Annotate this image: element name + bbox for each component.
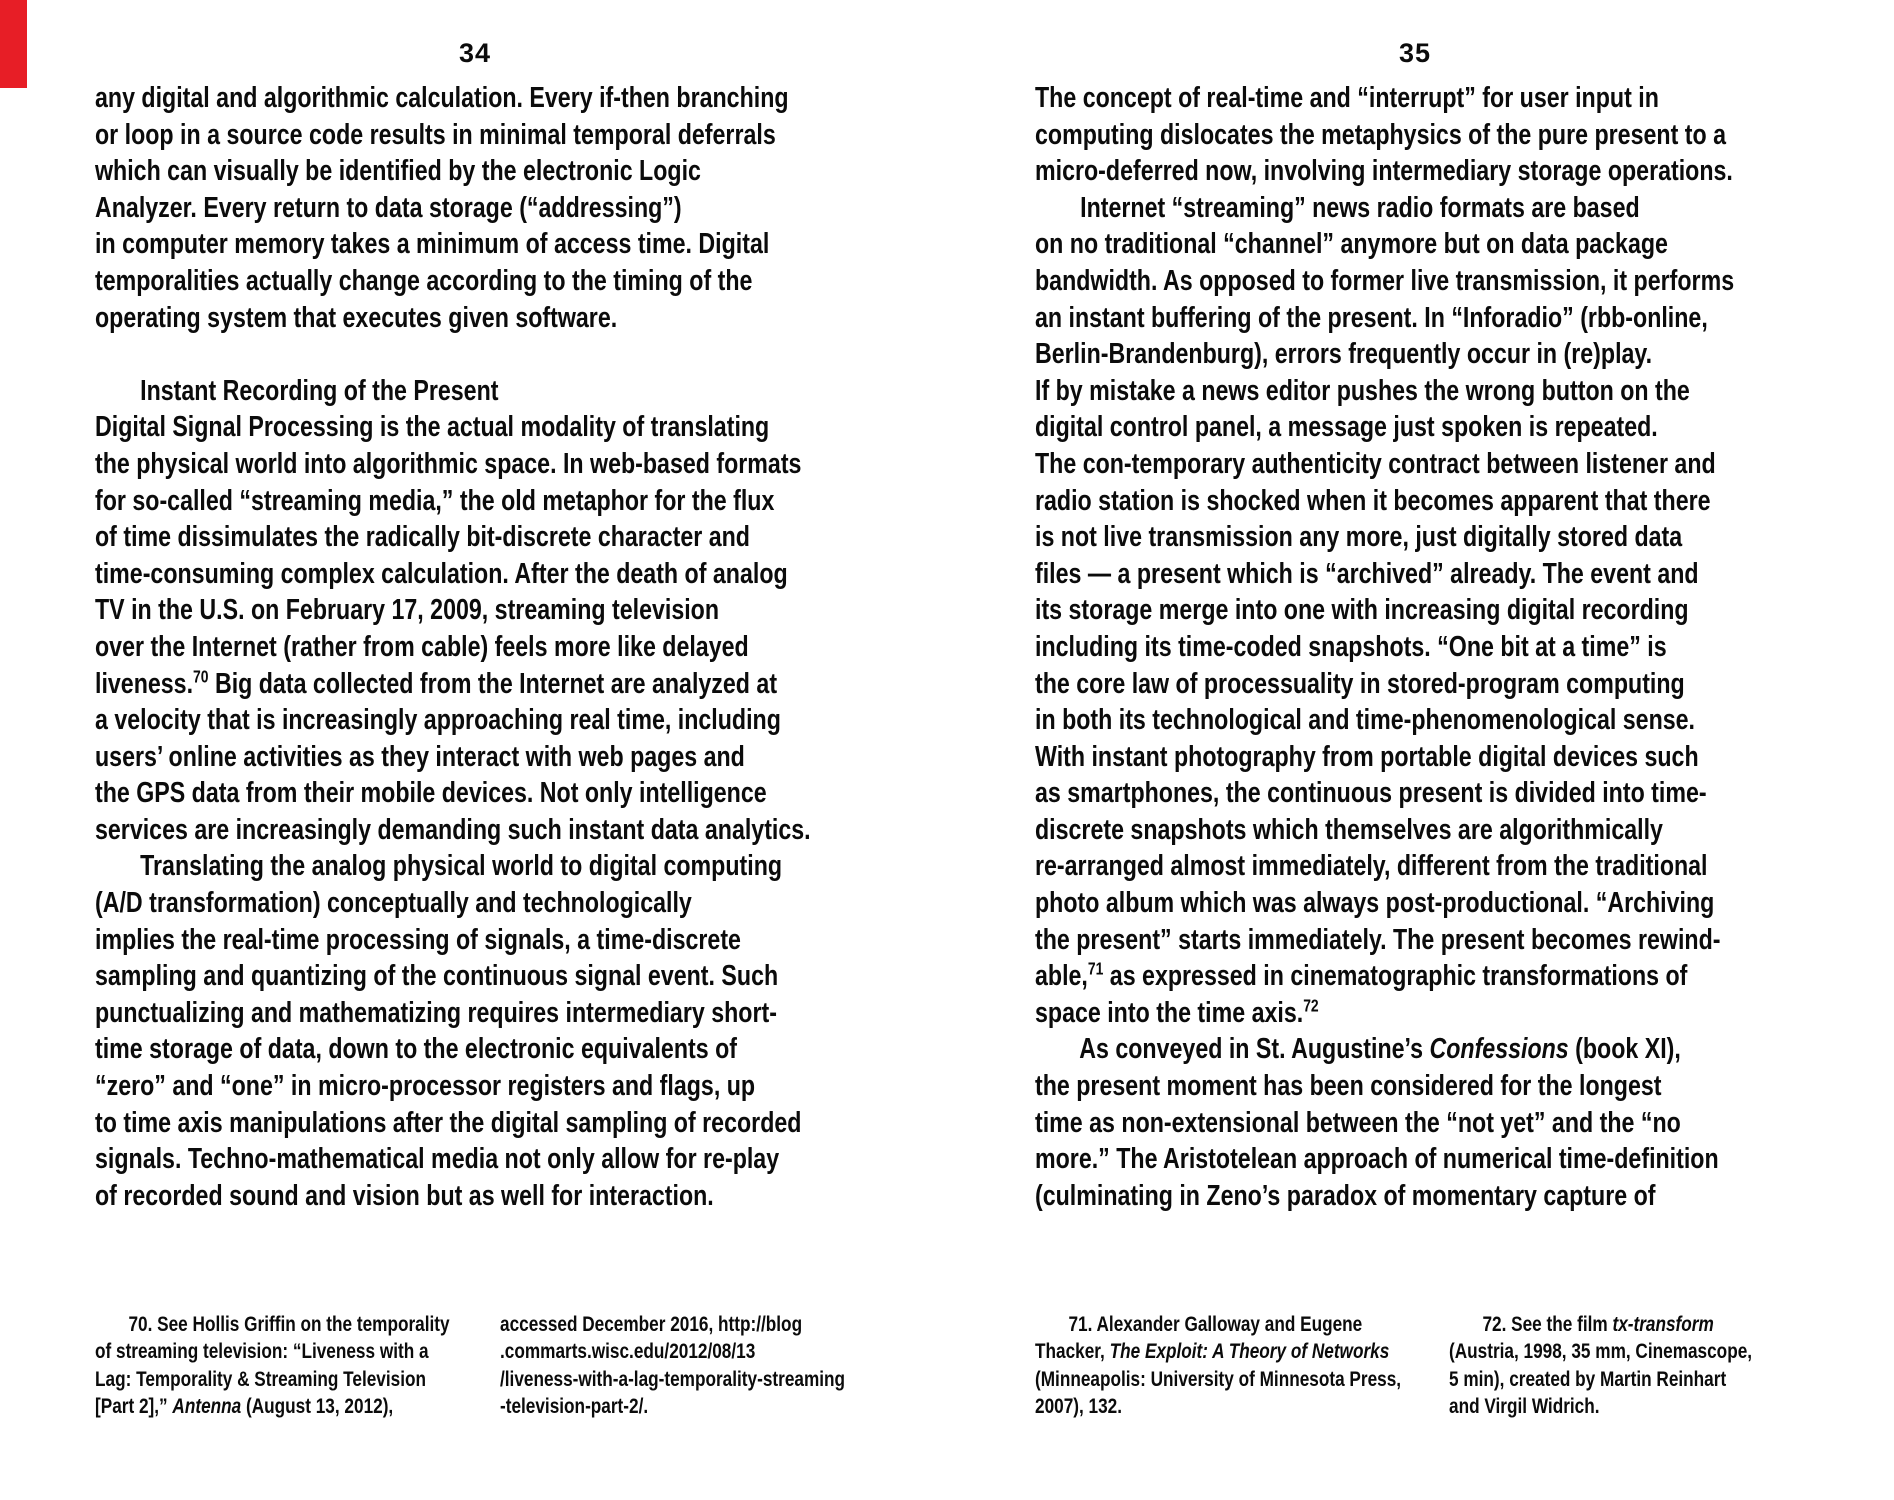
text-line: of recorded sound and vision but as well for interaction.	[95, 1179, 714, 1212]
text-line: bandwidth. As opposed to former live transmission, it performs	[1035, 264, 1735, 297]
text-line: time-consuming complex calculation. After the death of analog	[95, 557, 788, 590]
text-line: [Part 2],” Antenna (August 13, 2012),	[95, 1394, 394, 1419]
text-line: With instant photography from portable digital devices such	[1035, 740, 1699, 773]
text-line: able,$^{71}$ as expressed in cinematographic transformations of	[1035, 958, 1688, 993]
text-line: time as non-extensional between the “not yet” and the “no	[1035, 1106, 1681, 1139]
text-line: punctualizing and mathematizing requires intermediary short-	[95, 996, 777, 1029]
text-line: as smartphones, the continuous present is divided into time-	[1035, 777, 1707, 810]
text-line: an instant buffering of the present. In “Inforadio” (rbb-online,	[1035, 301, 1708, 334]
text-line	[95, 336, 811, 373]
text-line: operating system that executes given software.	[95, 301, 618, 334]
text-line: temporalities actually change according to the timing of the	[95, 264, 753, 297]
body-text-right	[1035, 80, 1894, 1214]
text-line: on no traditional “channel” anymore but on data package	[1035, 228, 1668, 261]
text-line: Instant Recording of the Present	[95, 374, 499, 407]
text-line: (Austria, 1998, 35 mm, Cinemascope,	[1449, 1339, 1753, 1364]
text-line: a velocity that is increasingly approaching real time, including	[95, 704, 781, 737]
text-line: the core law of processuality in stored-program computing	[1035, 667, 1685, 700]
text-line: is not live transmission any more, just digitally stored data	[1035, 521, 1683, 554]
text-line: (A/D transformation) conceptually and technologically	[95, 887, 692, 920]
text-line: /liveness-with-a-lag-temporality-streaming	[500, 1366, 846, 1391]
text-line: Thacker, The Exploit: A Theory of Networks	[1035, 1339, 1390, 1364]
text-line: 71. Alexander Galloway and Eugene	[1035, 1312, 1363, 1336]
text-line: time storage of data, down to the electronic equivalents of	[95, 1033, 737, 1066]
text-line: (culminating in Zeno’s paradox of momentary capture of	[1035, 1179, 1656, 1212]
text-line: Analyzer. Every return to data storage (“addressing”)	[95, 191, 682, 224]
text-line: of streaming television: “Liveness with a	[95, 1339, 429, 1364]
text-line: sampling and quantizing of the continuous signal event. Such	[95, 960, 779, 993]
text-line: The con-temporary authenticity contract between listener and	[1035, 447, 1716, 480]
text-line: more.” The Aristotelean approach of numerical time-definition	[1035, 1143, 1719, 1176]
text-line: files — a present which is “archived” already. The event and	[1035, 557, 1699, 590]
text-line: Lag: Temporality & Streaming Television	[95, 1366, 427, 1391]
footnote-70-column-2	[500, 1311, 931, 1421]
text-line: Berlin-Brandenburg), errors frequently occur in (re)play.	[1035, 338, 1653, 371]
page-35	[947, 0, 1894, 1500]
text-line: the GPS data from their mobile devices. Not only intelligence	[95, 777, 767, 810]
text-line: in both its technological and time-phenomenological sense.	[1035, 704, 1695, 737]
text-line: or loop in a source code results in minimal temporal deferrals	[95, 118, 776, 151]
text-line: which can visually be identified by the electronic Logic	[95, 155, 701, 188]
text-line: over the Internet (rather from cable) feels more like delayed	[95, 630, 749, 663]
text-line: If by mistake a news editor pushes the wrong button on the	[1035, 374, 1690, 407]
text-line: its storage merge into one with increasing digital recording	[1035, 594, 1689, 627]
text-line: digital control panel, a message just spoken is repeated.	[1035, 411, 1658, 444]
text-line: re-arranged almost immediately, different from the traditional	[1035, 850, 1708, 883]
text-line: computing dislocates the metaphysics of the pure present to a	[1035, 118, 1726, 151]
text-line: any digital and algorithmic calculation. Every if-then branching	[95, 82, 789, 114]
footnote-70-column-1	[95, 1311, 538, 1421]
text-line: users’ online activities as they interact with web pages and	[95, 740, 745, 773]
text-line: the physical world into algorithmic space. In web-based formats	[95, 447, 802, 480]
text-line: micro-deferred now, involving intermediary storage operations.	[1035, 155, 1733, 188]
text-line: liveness.$^{70}$ Big data collected from the Internet are analyzed at	[95, 665, 778, 700]
footnote-72-column	[1449, 1311, 1828, 1421]
text-line: services are increasingly demanding such instant data analytics.	[95, 813, 811, 846]
text-line: discrete snapshots which themselves are algorithmically	[1035, 813, 1663, 846]
text-line: signals. Techno-mathematical media not only allow for re-play	[95, 1143, 780, 1176]
text-line: The concept of real-time and “interrupt” for user input in	[1035, 82, 1659, 114]
footnote-71-column	[1035, 1311, 1493, 1421]
text-line: accessed December 2016, http://blog	[500, 1312, 803, 1336]
text-line: and Virgil Widrich.	[1449, 1394, 1600, 1419]
text-line: the present” starts immediately. The present becomes rewind-	[1035, 923, 1721, 956]
text-line: As conveyed in St. Augustine’s Confessions (book XI),	[1035, 1033, 1681, 1066]
text-line: 70. See Hollis Griffin on the temporality	[95, 1312, 450, 1336]
text-line: “zero” and “one” in micro-processor registers and flags, up	[95, 1070, 756, 1103]
text-line: for so-called “streaming media,” the old metaphor for the flux	[95, 484, 775, 517]
text-line: 5 min), created by Martin Reinhart	[1449, 1366, 1727, 1391]
text-line: (Minneapolis: University of Minnesota Press,	[1035, 1366, 1402, 1391]
text-line: including its time-coded snapshots. “One bit at a time” is	[1035, 630, 1667, 663]
text-line: Digital Signal Processing is the actual modality of translating	[95, 411, 770, 444]
text-line: photo album which was always post-productional. “Archiving	[1035, 887, 1715, 920]
text-line: 72. See the film tx-transform	[1449, 1312, 1714, 1336]
text-line: implies the real-time processing of signals, a time-discrete	[95, 923, 741, 956]
page-number-left: 34	[458, 38, 492, 68]
body-text-left	[95, 80, 990, 1214]
text-line: Translating the analog physical world to digital computing	[95, 850, 783, 883]
text-line: .commarts.wisc.edu/2012/08/13	[500, 1339, 756, 1364]
text-line: TV in the U.S. on February 17, 2009, streaming television	[95, 594, 720, 627]
text-line: the present moment has been considered for the longest	[1035, 1070, 1662, 1103]
text-line: 2007), 132.	[1035, 1394, 1123, 1419]
text-line: in computer memory takes a minimum of access time. Digital	[95, 228, 770, 261]
text-line: radio station is shocked when it becomes apparent that there	[1035, 484, 1711, 517]
text-line: -television-part-2/.	[500, 1394, 649, 1419]
text-line: Internet “streaming” news radio formats are based	[1035, 191, 1640, 224]
text-line: space into the time axis.$^{72}$	[1035, 995, 1319, 1029]
page-number-right: 35	[1398, 38, 1432, 68]
text-line: to time axis manipulations after the digital sampling of recorded	[95, 1106, 802, 1139]
text-line: of time dissimulates the radically bit-discrete character and	[95, 521, 750, 554]
